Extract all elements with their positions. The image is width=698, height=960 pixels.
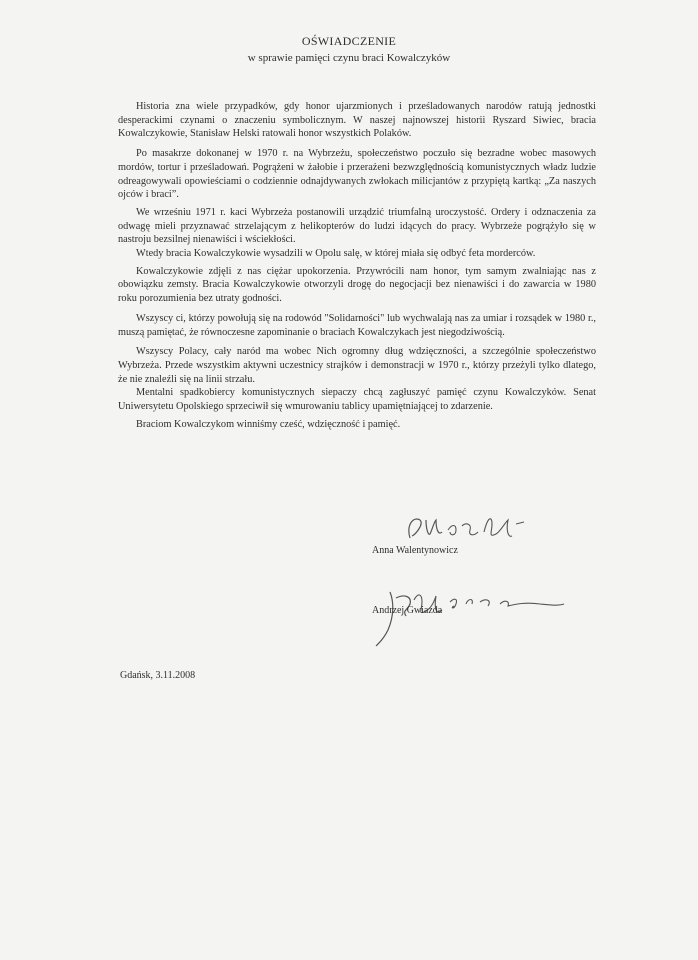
paragraph-9: Braciom Kowalczykom winniśmy cześć, wdzięczność i pamięć. [136,418,401,430]
signature-2-name: Andrzej Gwiazda [372,605,443,616]
paragraph-8: Mentalni spadkobiercy komunistycznych siepaczy chcą zagłuszyć pamięć czynu Kowalczyków. Senat Uniwersytetu Opolskiego sprzeciwił się wmurowaniu tablicy upamiętniającej to zdarzenie. [118,387,596,413]
place-and-date: Gdańsk, 3.11.2008 [120,670,196,681]
signature-1-handwriting [400,510,530,550]
document-body [118,100,596,431]
document-title: OŚWIADCZENIE [301,34,397,48]
paragraph-1: Historia zna wiele przypadków, gdy honor ujarzmionych i prześladowanych narodów ratują jednostki desperackimi czynami o znaczeniu symbolicznym. W naszej najnowszej historii Ryszard Siwiec, bracia Kowalczykowie, Stanisław Helski ratowali honor wszystkich Polaków. [118,101,596,140]
paragraph-4: Wtedy bracia Kowalczykowie wysadzili w Opolu salę, w której miała się odbyć feta morderców. [136,248,536,260]
paragraph-7: Wszyscy Polacy, cały naród ma wobec Nich ogromny dług wdzięczności, a szczególnie społeczeństwo Wybrzeża. Przede wszystkim aktywni uczestnicy strajków i demonstracji w 1970 r., którzy przeżyli tylko dlatego, że nie znaleźli się na linii strzału. [118,346,596,385]
signature-1-name: Anna Walentynowicz [372,545,458,556]
paragraph-2: Po masakrze dokonanej w 1970 r. na Wybrzeżu, społeczeństwo poczuło się bezradne wobec masowych mordów, tortur i prześladowań. Pogrążeni w żałobie i przerażeni bezwzględnością komunistycznych władz ludzie odreagowywali opowieściami o codziennie odnajdywanych zwłokach milicjantów z przypiętą kartką: „Za naszych ojców i braci”. [118,148,596,201]
paragraph-6: Wszyscy ci, którzy powołują się na rodowód "Solidarności" lub wychwalają nas za umiar i rozsądek w 1980 r., muszą pamiętać, że równoczesne zapominanie o braciach Kowalczykach jest niegodziwością. [118,312,596,338]
paragraph-3: We wrześniu 1971 r. kaci Wybrzeża postanowili urządzić triumfalną uroczystość. Ordery i odznaczenia za odwagę mieli przyznawać strzelającym z helikopterów do ludzi idących do pracy. Wybrzeże pogrążyło się w nastroju bezsilnej nienawiści i wściekłości. [118,206,596,246]
paragraph-5: Kowalczykowie zdjęli z nas ciężar upokorzenia. Przywrócili nam honor, tym samym zwalniając nas z obowiązku zemsty. Bracia Kowalczykowie otworzyli drogę do negocjacji bez nienawiści i do zawarcia w 1980 roku porozumienia bez utraty godności. [118,265,596,305]
document-subtitle: w sprawie pamięci czynu braci Kowalczyków [247,52,451,64]
